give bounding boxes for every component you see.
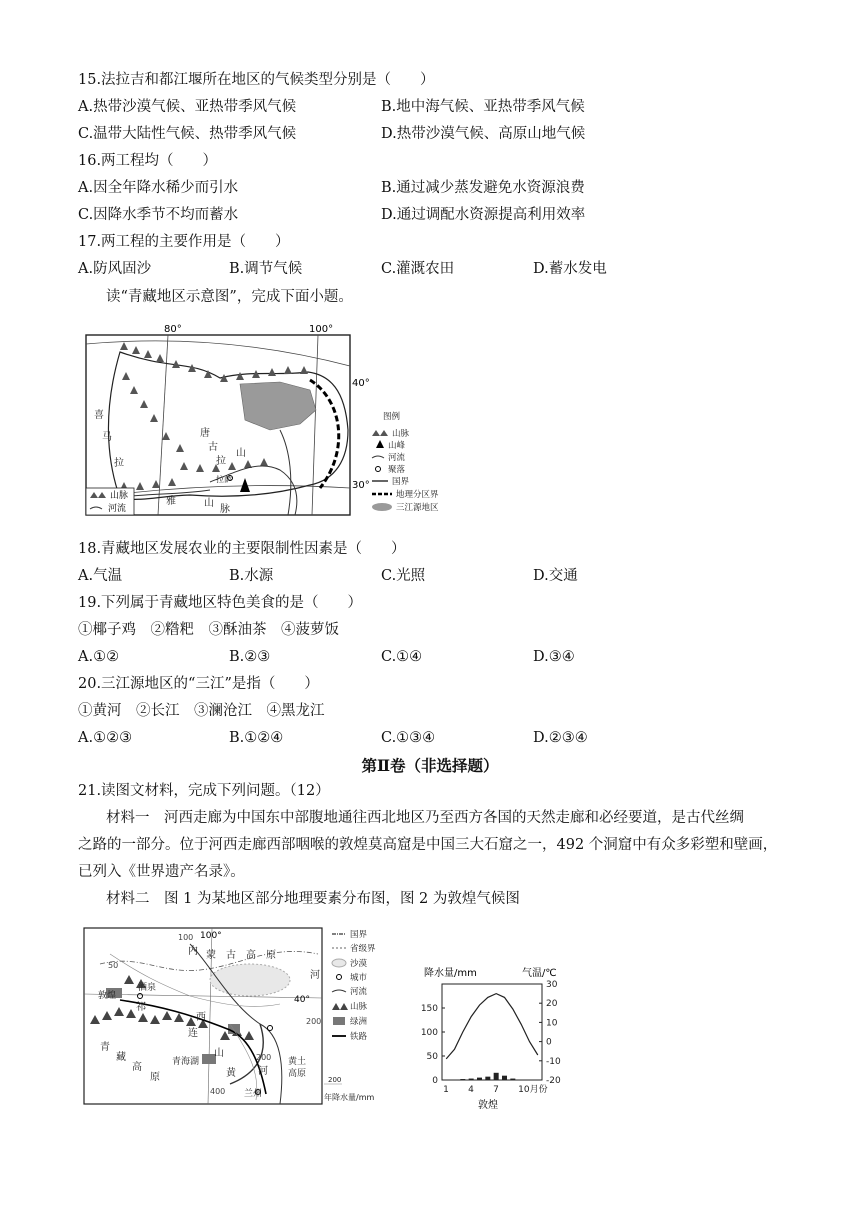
q16-option-a[interactable]: A.因全年降水稀少而引水 xyxy=(78,180,239,196)
map-label: 青海湖 xyxy=(172,1057,200,1067)
sanjiangyuan-icon xyxy=(372,503,392,511)
q20-option-d[interactable]: D.②③④ xyxy=(533,730,588,746)
q20-option-b[interactable]: B.①②④ xyxy=(229,730,284,746)
q18-option-b[interactable]: B.水源 xyxy=(229,568,274,584)
legend-label: 河流 xyxy=(350,987,368,997)
map-label: 高原 xyxy=(288,1069,307,1079)
map-label: 高 xyxy=(132,1062,142,1073)
q15-option-c[interactable]: C.温带大陆性气候、热带季风气候 xyxy=(78,126,297,142)
map-label: 脉 xyxy=(220,504,230,515)
precipitation-bar xyxy=(485,1077,490,1080)
map-label: 西 xyxy=(196,1012,206,1023)
map-label: 祁 xyxy=(136,1002,146,1013)
y-right-tick-label: 20 xyxy=(546,999,558,1010)
q19-items: ①椰子鸡 ②糌粑 ③酥油茶 ④菠萝饭 xyxy=(78,622,339,638)
legend-label: 山脉 xyxy=(350,1002,368,1012)
q17-option-a[interactable]: A.防风固沙 xyxy=(78,261,152,277)
q19-option-a[interactable]: A.①② xyxy=(78,649,120,665)
legend-label: 山脉 xyxy=(392,429,410,439)
isohyet-label: 200 xyxy=(256,1053,272,1062)
river-icon xyxy=(332,990,346,992)
map-label: 拉 xyxy=(114,458,124,469)
peak-icon xyxy=(376,440,384,448)
map-label: 拉 xyxy=(216,456,226,467)
dunhuang-climate-chart xyxy=(410,964,570,1110)
q18-option-d[interactable]: D.交通 xyxy=(533,568,578,584)
y-left-title: 降水量/mm xyxy=(424,968,477,979)
temperature-line xyxy=(446,994,538,1059)
q17-option-b[interactable]: B.调节气候 xyxy=(229,261,303,277)
q17-option-d[interactable]: D.蓄水发电 xyxy=(533,261,607,277)
map1-legend xyxy=(372,411,439,513)
legend-label: 河流 xyxy=(388,453,406,463)
precipitation-bar xyxy=(477,1078,482,1080)
map-label: 酒泉 xyxy=(138,983,157,993)
q21-material1-line1: 材料一 河西走廊为中国东中部腹地通往西北地区乃至西方各国的天然走廊和必经要道，是古代丝绸 xyxy=(106,810,744,826)
map2-legend xyxy=(324,930,376,1102)
isohyet-label: 400 xyxy=(210,1087,226,1096)
x-tick-label: 7 xyxy=(493,1085,499,1095)
desert-icon xyxy=(332,959,346,967)
x-tick-label: 10月份 xyxy=(518,1085,548,1095)
q19-option-c[interactable]: C.①④ xyxy=(381,649,423,665)
map-label: 喜 xyxy=(94,410,104,421)
lon-100-label: 100° xyxy=(200,931,222,941)
map-label: 蒙 xyxy=(206,950,216,961)
map-label: 敦煌 xyxy=(98,991,117,1001)
y-left-tick-label: 0 xyxy=(432,1076,438,1086)
map-label: 古 xyxy=(226,950,236,961)
q21-material2: 材料二 图 1 为某地区部分地理要素分布图，图 2 为敦煌气候图 xyxy=(106,891,520,907)
legend-label: 沙漠 xyxy=(350,959,368,969)
y-right-tick-label: 10 xyxy=(546,1018,558,1029)
settlement-icon xyxy=(376,467,381,472)
legend-label: 国界 xyxy=(350,930,368,940)
map-label: 黄土 xyxy=(288,1057,307,1067)
precipitation-bar xyxy=(494,1073,499,1080)
legend-label: 山峰 xyxy=(388,441,406,451)
y-left-tick-label: 50 xyxy=(426,1052,438,1062)
y-right-title: 气温/℃ xyxy=(522,968,557,979)
q20-option-a[interactable]: A.①②③ xyxy=(78,730,133,746)
lon-100-label: 100° xyxy=(309,324,334,335)
precipitation-bar xyxy=(502,1076,507,1080)
q20-stem: 20.三江源地区的“三江”是指（ ） xyxy=(78,676,319,692)
inset-label: 山脉 xyxy=(110,491,129,501)
mountain-icon xyxy=(372,430,388,436)
q19-option-d[interactable]: D.③④ xyxy=(533,649,575,665)
q21-material1-line3: 已列入《世界遗产名录》。 xyxy=(78,864,245,880)
q19-stem: 19.下列属于青藏地区特色美食的是（ ） xyxy=(78,595,363,611)
map-label: 山 xyxy=(236,448,246,459)
y-left-tick-label: 100 xyxy=(420,1028,438,1038)
map-intro-text: 读“青藏地区示意图”，完成下面小题。 xyxy=(106,289,353,305)
x-axis-title: 敦煌 xyxy=(478,1100,498,1110)
q15-option-a[interactable]: A.热带沙漠气候、亚热带季风气候 xyxy=(78,99,297,115)
q17-stem: 17.两工程的主要作用是（ ） xyxy=(78,234,290,250)
legend-label: 城市 xyxy=(350,973,368,983)
qinghai-tibet-map xyxy=(80,320,460,520)
map-label: 高 xyxy=(246,950,256,961)
map-label: 山 xyxy=(214,1048,224,1059)
legend-label: 省级界 xyxy=(350,944,376,954)
y-right-tick-label: 0 xyxy=(546,1037,552,1048)
y-right-tick-label: -10 xyxy=(546,1056,561,1067)
q18-option-a[interactable]: A.气温 xyxy=(78,568,123,584)
inset-label: 河流 xyxy=(108,504,127,514)
legend-title: 图例 xyxy=(383,412,401,422)
y-right-tick-label: 30 xyxy=(546,980,558,990)
map-label: 拉萨 xyxy=(216,475,232,484)
river-icon xyxy=(372,456,384,458)
q20-items: ①黄河 ②长江 ③澜沧江 ④黑龙江 xyxy=(78,703,325,719)
q20-option-c[interactable]: C.①③④ xyxy=(381,730,436,746)
map-label: 河 xyxy=(310,970,320,981)
lat-40-label: 40° xyxy=(352,378,370,389)
lon-80-label: 80° xyxy=(164,324,182,335)
map-label: 藏 xyxy=(116,1052,126,1063)
q16-option-c[interactable]: C.因降水季节不均而蓄水 xyxy=(78,207,239,223)
legend-label: 聚落 xyxy=(388,465,406,475)
precipitation-bar xyxy=(460,1079,465,1080)
isohyet-label: 200 xyxy=(306,1017,322,1026)
precipitation-bar xyxy=(510,1079,515,1080)
q15-option-b[interactable]: B.地中海气候、亚热带季风气候 xyxy=(381,99,585,115)
q21-material1-line2: 之路的一部分。位于河西走廊西部咽喉的敦煌莫高窟是中国三大石窟之一，492 个洞窟中有众多彩塑和壁画， xyxy=(78,837,778,853)
q19-option-b[interactable]: B.②③ xyxy=(229,649,271,665)
q21-stem: 21.读图文材料，完成下列问题。（12） xyxy=(78,783,330,799)
hexi-corridor-map xyxy=(80,924,380,1110)
city-icon xyxy=(337,975,342,980)
oasis-icon xyxy=(333,1017,345,1025)
q18-stem: 18.青藏地区发展农业的主要限制性因素是（ ） xyxy=(78,541,406,557)
map-label: 古 xyxy=(208,442,218,453)
map-label: 马 xyxy=(102,432,112,443)
q16-option-b[interactable]: B.通过减少蒸发避免水资源浪费 xyxy=(381,180,585,196)
q16-stem: 16.两工程均（ ） xyxy=(78,153,218,169)
map-label: 原 xyxy=(266,950,276,961)
map-label: 唐 xyxy=(200,428,210,439)
lat-40-label: 40° xyxy=(294,995,310,1005)
legend-label: 地理分区界 xyxy=(396,490,439,500)
map-label: 兰州 xyxy=(244,1089,263,1099)
legend-label: 年降水量/mm xyxy=(324,1093,375,1102)
q15-option-d[interactable]: D.热带沙漠气候、高原山地气候 xyxy=(381,126,586,142)
legend-label: 三江源地区 xyxy=(396,503,439,513)
map-label: 青 xyxy=(100,1042,110,1053)
legend-label: 国界 xyxy=(392,477,410,487)
isohyet-label: 50 xyxy=(108,961,119,970)
x-tick-label: 1 xyxy=(443,1085,449,1095)
legend-label: 铁路 xyxy=(350,1032,368,1042)
desert-area xyxy=(210,964,290,996)
q17-option-c[interactable]: C.灌溉农田 xyxy=(381,261,455,277)
map-label: 连 xyxy=(188,1028,198,1039)
precipitation-bar xyxy=(469,1079,474,1080)
y-left-tick-label: 150 xyxy=(420,1004,438,1014)
q18-option-c[interactable]: C.光照 xyxy=(381,568,426,584)
lat-30-label: 30° xyxy=(352,480,370,491)
plot-frame xyxy=(442,984,542,1080)
map-label: 河 xyxy=(258,1066,268,1077)
q16-option-d[interactable]: D.通过调配水资源提高利用效率 xyxy=(381,207,586,223)
q15-stem: 15.法拉吉和都江堰所在地区的气候类型分别是（ ） xyxy=(78,72,435,88)
isohyet-label: 100 xyxy=(178,933,194,942)
isohyet-label: 200 xyxy=(328,1076,342,1084)
map-label: 黄 xyxy=(226,1068,236,1079)
mountain-icon xyxy=(332,1003,348,1010)
map-label: 山 xyxy=(204,498,214,509)
map-label: 雅 xyxy=(166,496,176,507)
section-title: 第Ⅱ卷（非选择题） xyxy=(361,756,499,775)
map-label: 内 xyxy=(188,946,198,957)
map-label: 原 xyxy=(150,1072,160,1083)
legend-label: 绿洲 xyxy=(350,1017,368,1027)
x-tick-label: 4 xyxy=(468,1085,474,1095)
y-right-tick-label: -20 xyxy=(546,1076,561,1086)
